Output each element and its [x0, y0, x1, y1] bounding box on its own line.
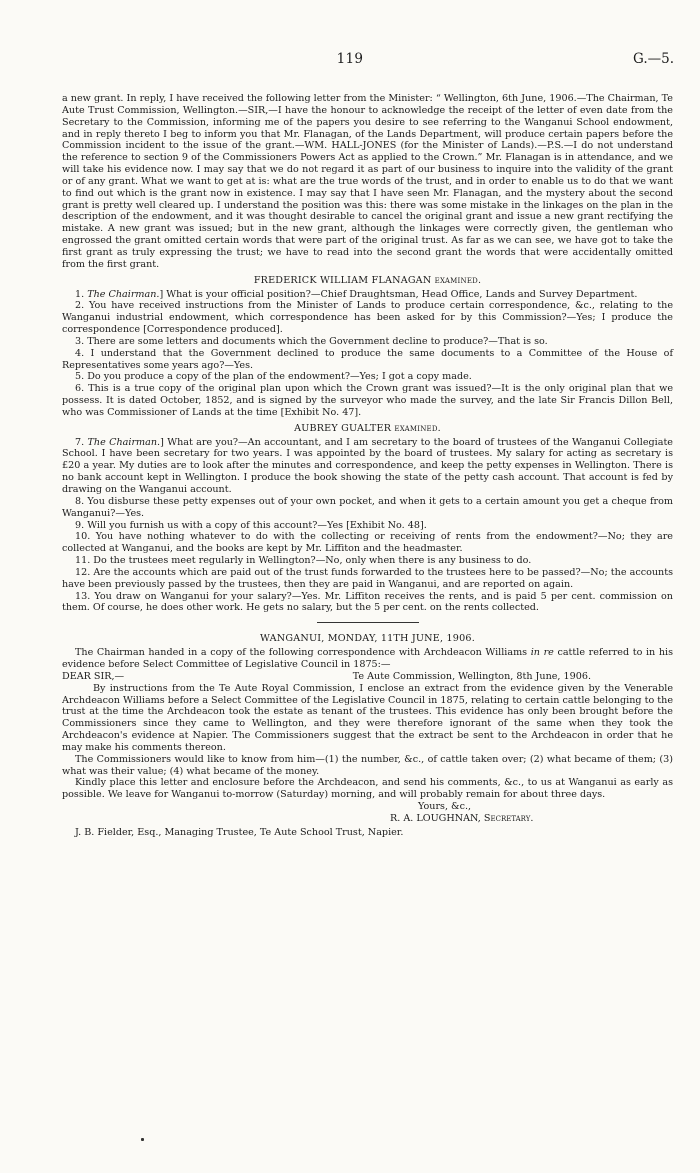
- question-8: 8. You disburse these petty expenses out of your own pocket, and when it gets to a certain amount you get a cheque from Wanganui?—Yes.: [62, 495, 673, 519]
- question-11: 11. Do the trustees meet regularly in Wellington?—No, only when there is any business to do.: [75, 555, 532, 567]
- speaker-label: The Chairman.: [87, 436, 161, 448]
- question-6: 6. This is a true copy of the original plan upon which the Crown grant was issued?—It is the only original plan that we possess. It is dated October, 1852, and is signed by the surveyor who made the survey, and the late Sir Francis Dillon Bell, who was Commissioner of Lands at the time [Exhibit No. 47].: [62, 383, 673, 418]
- witness-heading-gualter: AUBREY GUALTER examined.: [294, 422, 441, 434]
- question-10: 10. You have nothing whatever to do with the collecting or receiving of rents from the endowment?—No; they are collected at Wanganui, and the books are kept by Mr. Liffiton and the headmaster.: [62, 531, 673, 555]
- letter-closing: Yours, &c.,: [418, 801, 472, 813]
- question-1: 1. The Chairman.] What is your official position?—Chief Draughtsman, Head Office, Lands and Survey Department.: [75, 288, 638, 300]
- section-divider: [317, 622, 419, 623]
- letter-paragraph-1: By instructions from the Te Aute Royal Commission, I enclose an extract from the evidence given by the Venerable Archdeacon Williams before a Select Committee of the Legislative Council in 1875, relating to certain cattle belonging to the trust at the time the Archdeacon took the estate as tenant of the trustees. This evidence has only been brought before the Commissioners since they came to Wellington, and they were therefore ignorant of the same when they took the Archdeacon's evidence at Napier. The Commissioners suggest that the extract be sent to the Archdeacon in order that he may make his comments thereon.: [62, 682, 673, 753]
- question-5: 5. Do you produce a copy of the plan of the endowment?—Yes; I got a copy made.: [75, 371, 472, 383]
- witness-heading-flanagan: FREDERICK WILLIAM FLANAGAN examined.: [253, 274, 482, 286]
- letter-signature: R. A. LOUGHNAN, Secretary.: [390, 812, 534, 824]
- letter-addressee: J. B. Fielder, Esq., Managing Trustee, Te Aute School Trust, Napier.: [75, 826, 404, 838]
- question-3: 3. There are some letters and documents which the Government decline to produce?—That is so.: [75, 335, 548, 347]
- print-mark: [141, 1138, 144, 1141]
- speaker-label: The Chairman.: [87, 288, 160, 300]
- section-reference: G.—5.: [633, 51, 674, 67]
- page-number: 119: [336, 51, 364, 67]
- question-7: 7. The Chairman.] What are you?—An accountant, and I am secretary to the board of trustees of the Wanganui Collegiate School. I have been secretary for two years. I was appointed by the board of trustees. My salary for acting as secretary is £20 a year. My duties are to look after the minutes and correspondence, and keep the petty expenses in Wellington. There is no bank account kept in Wellington. I produce the book showing the state of the petty cash account. That account is fed by drawing on the Wanganui account.: [62, 436, 673, 495]
- intro-paragraph: a new grant. In reply, I have received the following letter from the Minister: “ Wellington, 6th June, 1906.—The Chairman, Te Aute Trust Commission, Wellington.—SIR,—I have the honour to acknowledge the receipt of the letter of even date from the Secretary to the Commission, informing me of the papers you desire to see referring to the Wanganui School endowment, and in reply thereto I beg to inform you that Mr. Flanagan, of the Lands Department, will produce certain papers before the Commission incident to the issue of the grant.—WM. HALL-JONES (for the Minister of Lands).—P.S.—I do not understand the reference to section 9 of the Commissioners Powers Act as applied to the Crown.” Mr. Flanagan is in attendance, and we will take his evidence now. I may say that we do not regard it as part of our business to inquire into the validity of the grant or of any grant. What we want to get at is: what are the true words of the trust, and in order to enable us to do that we want to find out which is the grant now in existence. I may say that I have seen Mr. Flanagan, and the mystery about the second grant is pretty well cleared up. I understand the position was this: there was some mistake in the linkages on the plan in the description of the endowment, and it was thought desirable to cancel the original grant and issue a new grant rectifying the mistake. A new grant was issued; but in the new grant, although the linkages were correctly given, the gentleman who engrossed the grant omitted certain words that were part of the original trust. As far as we can see, we have got to take the first grant as truly expressing the trust; we have to read into the second grant the words that were accidentally omitted from the first grant.: [62, 93, 673, 270]
- question-12: 12. Are the accounts which are paid out of the trust funds forwarded to the trustees here to be passed?—No; the accounts have been previously passed by the trustees, then they are paid in Wanganui, and are reported on again.: [62, 566, 673, 590]
- handed-in-note: The Chairman handed in a copy of the following correspondence with Archdeacon Williams in re cattle referred to in his evidence before Select Committee of Legislative Council in 1875:—: [62, 647, 673, 670]
- question-2: 2. You have received instructions from the Minister of Lands to produce certain correspondence, &c., relating to the Wanganui industrial endowment, which correspondence has been asked for by this Commission?—Yes; I produce the correspondence [Correspondence produced].: [62, 300, 673, 336]
- letter-place-date: Te Aute Commission, Wellington, 8th June, 1906.: [352, 670, 591, 682]
- question-9: 9. Will you furnish us with a copy of this account?—Yes [Exhibit No. 48].: [75, 519, 427, 531]
- letter-header: [62, 671, 673, 683]
- session-heading: WANGANUI, MONDAY, 11TH JUNE, 1906.: [260, 633, 475, 645]
- document-body: [62, 93, 673, 839]
- question-4: 4. I understand that the Government declined to produce the same documents to a Committee of the House of Representatives some years ago?—Yes.: [62, 347, 673, 371]
- question-13: 13. You draw on Wanganui for your salary?—Yes. Mr. Liffiton receives the rents, and is paid 5 per cent. commission on them. Of course, he does other work. He gets no salary, but the 5 per cent. on the rents collected.: [62, 590, 673, 614]
- letter-salutation: DEAR SIR,—: [62, 670, 125, 682]
- letter-paragraph-3: Kindly place this letter and enclosure before the Archdeacon, and send his comments, &c., to us at Wanganui as early as possible. We leave for Wanganui to-morrow (Saturday) morning, and will probably remain for about three days.: [62, 777, 673, 801]
- letter-paragraph-2: The Commissioners would like to know from him—(1) the number, &c., of cattle taken over; (2) what became of them; (3) what was their value; (4) what became of the money.: [62, 753, 673, 777]
